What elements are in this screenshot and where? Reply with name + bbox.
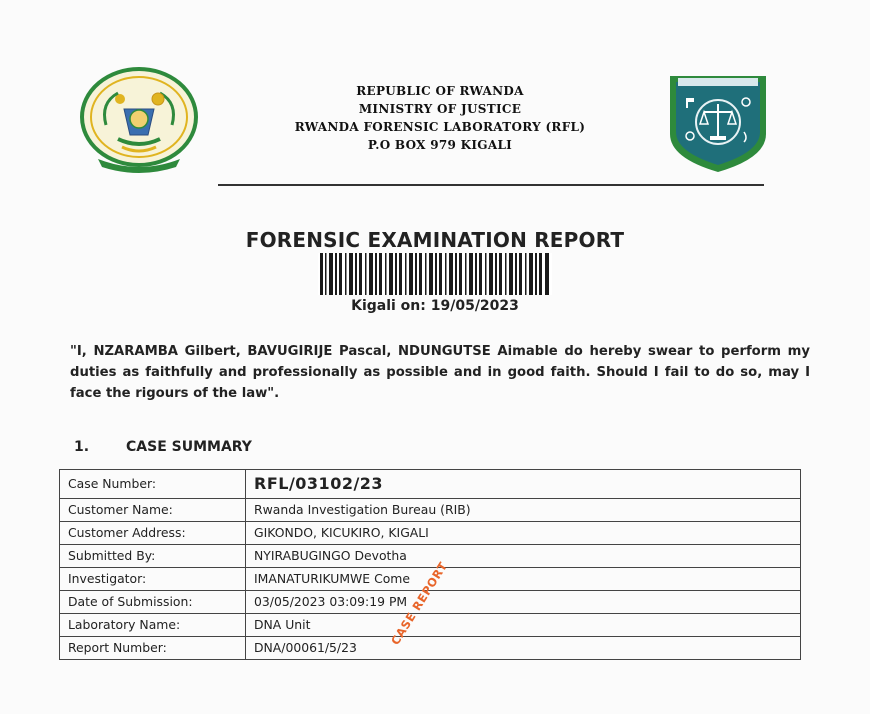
row-label: Customer Address: [60, 522, 246, 545]
row-value: 03/05/2023 03:09:19 PM [246, 591, 801, 614]
row-label: Date of Submission: [60, 591, 246, 614]
row-label: Submitted By: [60, 545, 246, 568]
institution-header [230, 82, 650, 154]
section-title: CASE SUMMARY [126, 439, 252, 455]
laboratory-line: RWANDA FORENSIC LABORATORY (RFL) [294, 120, 586, 134]
case-report-watermark: CASE REPORT [388, 559, 451, 648]
table-row [60, 545, 801, 568]
address-line: P.O BOX 979 KIGALI [367, 138, 513, 152]
row-label: Laboratory Name: [60, 614, 246, 637]
section-number: 1. [74, 439, 90, 455]
table-row [60, 637, 801, 660]
case-summary-table [59, 469, 801, 660]
table-row [60, 614, 801, 637]
row-value: RFL/03102/23 [246, 470, 801, 499]
report-title: FORENSIC EXAMINATION REPORT [245, 228, 625, 252]
row-value: Rwanda Investigation Bureau (RIB) [246, 499, 801, 522]
header-divider [218, 184, 764, 186]
row-label: Investigator: [60, 568, 246, 591]
row-value: DNA/00061/5/23 [246, 637, 801, 660]
oath-statement: "I, NZARAMBA Gilbert, BAVUGIRIJE Pascal, NDUNGUTSE Aimable do hereby swear to perform my duties as faithfully and professionally as possible and in good faith. Should I fail to do so, may I face the rigours of the law". [70, 344, 810, 401]
table-row [60, 499, 801, 522]
row-label: Report Number: [60, 637, 246, 660]
rfl-shield-logo [664, 68, 772, 174]
row-value: NYIRABUGINGO Devotha [246, 545, 801, 568]
row-label: Customer Name: [60, 499, 246, 522]
ministry-line: MINISTRY OF JUSTICE [358, 102, 522, 116]
row-label: Case Number: [60, 470, 246, 499]
rwanda-coat-of-arms [78, 63, 200, 175]
table-row [60, 470, 801, 499]
case-summary-heading [74, 439, 252, 455]
row-value: GIKONDO, KICUKIRO, KIGALI [246, 522, 801, 545]
report-barcode [318, 253, 552, 295]
table-row [60, 522, 801, 545]
row-value: DNA Unit [246, 614, 801, 637]
report-date: Kigali on: 19/05/2023 [351, 298, 519, 314]
row-value: IMANATURIKUMWE Come [246, 568, 801, 591]
republic-line: REPUBLIC OF RWANDA [356, 84, 524, 98]
